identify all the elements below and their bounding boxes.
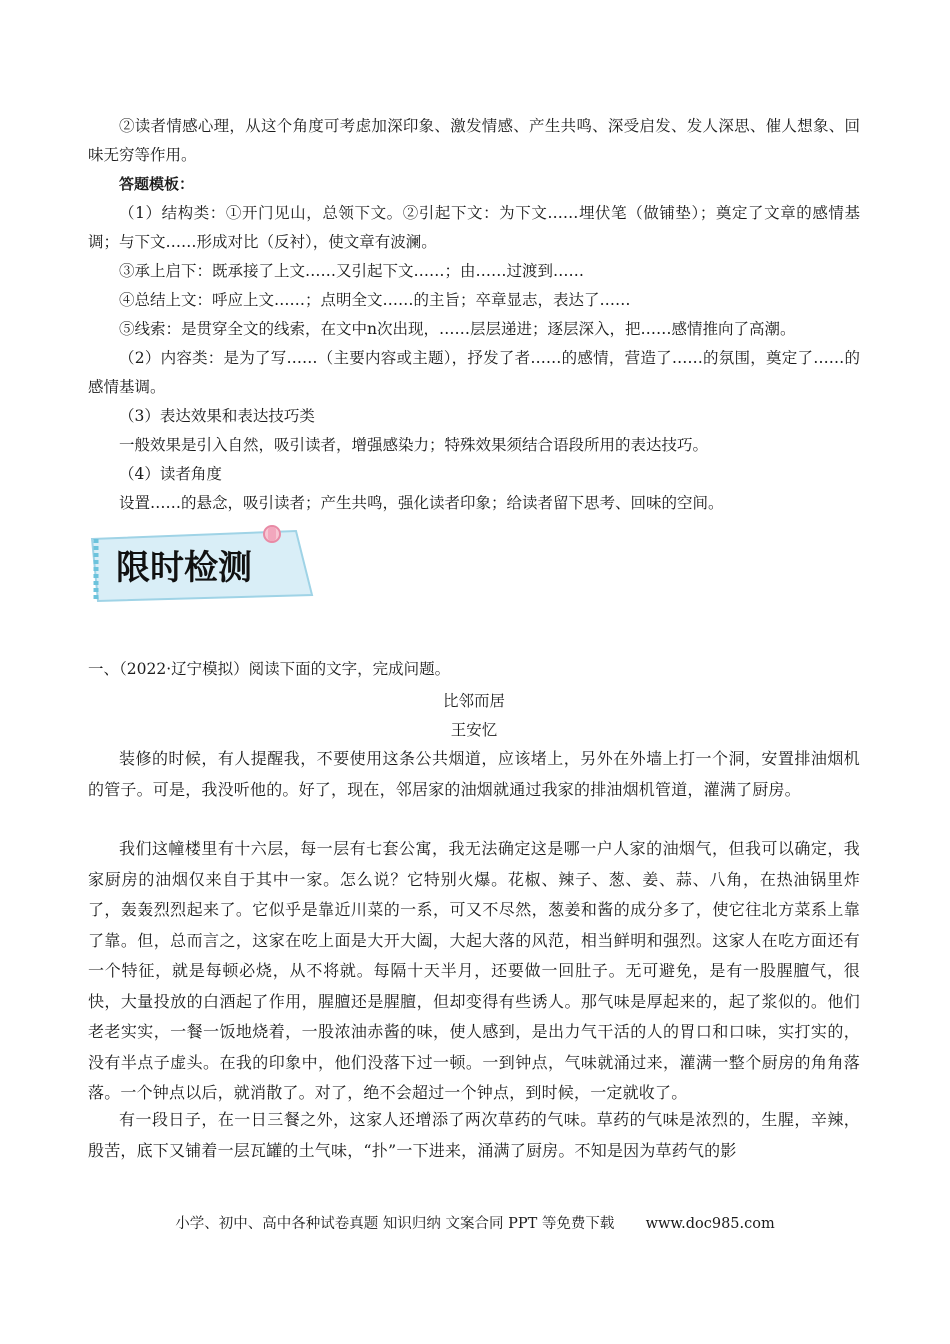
- answer-template-heading: 答题模板：: [119, 175, 195, 193]
- footer-website-link[interactable]: www.doc985.com: [645, 1216, 775, 1232]
- transition-item: ③承上启下：既承接了上文……又引起下文……；由……过渡到……: [119, 262, 585, 280]
- footer-left-text: 小学、初中、高中各种试卷真题 知识归纳 文案合同 PPT 等免费下载: [175, 1216, 615, 1232]
- reader-angle-text: 设置……的悬念，吸引读者；产生共鸣，强化读者印象；给读者留下思考、回味的空间。: [119, 494, 724, 512]
- article-author: 王安忆: [450, 721, 498, 739]
- clue-item: ⑤线索：是贯穿全文的线索，在文中n次出现，……层层递进；逐层深入，把……感情推向了高潮。: [119, 320, 796, 338]
- reader-angle-heading: （4）读者角度: [119, 465, 222, 483]
- banner-graphic: [86, 525, 318, 605]
- banner-title: 限时检测: [116, 548, 252, 588]
- banner-clip-body-icon: [268, 527, 276, 541]
- summary-item: ④总结上文：呼应上文……；点明全文……的主旨；卒章显志，表达了……: [119, 291, 631, 309]
- article-paragraph-1: 装修的时候，有人提醒我，不要使用这条公共烟道，应该堵上，另外在外墙上打一个洞，安置排油烟机的管子。可是，我没听他的。好了，现在，邻居家的油烟就通过我家的排油烟机管道，灌满了厨房。: [88, 749, 860, 799]
- article-paragraph-3: 有一段日子，在一日三餐之外，这家人还增添了两次草药的气味。草药的气味是浓烈的，生腥，辛辣，殷苦，底下又铺着一层瓦罐的土气味，“扑”一下进来，涌满了厨房。不知是因为草药气的影: [88, 1110, 860, 1160]
- content-item: （2）内容类：是为了写……（主要内容或主题），抒发了者……的感情，营造了……的氛围，奠定了……的感情基调。: [88, 349, 860, 396]
- question-intro: 一、（2022·辽宁模拟）阅读下面的文字，完成问题。: [88, 660, 451, 678]
- structure-item: （1）结构类：①开门见山，总领下文。②引起下文：为下文……埋伏笔（做铺垫）；奠定了文章的感情基调；与下文……形成对比（反衬），使文章有波澜。: [88, 204, 860, 251]
- article-paragraph-2: 我们这幢楼里有十六层，每一层有七套公寓，我无法确定这是哪一户人家的油烟气，但我可以确定，我家厨房的油烟仅来自于其中一家。怎么说？它特别火爆。花椒、辣子、葱、姜、蒜、八角，在热油锅里炸了，轰轰烈烈起来了。它似乎是靠近川菜的一系，可又不尽然，葱姜和酱的成分多了，使它往北方菜系上靠了靠。但，总而言之，这家在吃上面是大开大阖，大起大落的风范，相当鲜明和强烈。这家人在吃方面还有一个特征，就是每顿必烧，从不将就。每隔十天半月，还要做一回肚子。无可避免，是有一股腥膻气，很快，大量投放的白酒起了作用，腥膻还是腥膻，但却变得有些诱人。那气味是厚起来的，起了浆似的。他们老老实实，一餐一饭地烧着，一股浓油赤酱的味，使人感到，是出力气干活的人的胃口和口味，实打实的，没有半点子虚头。在我的印象中，他们没落下过一顿。一到钟点，气味就涌过来，灌满一整个厨房的角角落落。一个钟点以后，就消散了。对了，绝不会超过一个钟点，到时候，一定就收了。: [88, 839, 860, 1102]
- reader-emotion-paragraph: ②读者情感心理，从这个角度可考虑加深印象、激发情感、产生共鸣、深受启发、发人深思、催人想象、回味无穷等作用。: [88, 117, 860, 164]
- expression-item-text: 一般效果是引入自然，吸引读者，增强感染力；特殊效果须结合语段所用的表达技巧。: [119, 436, 709, 454]
- section-banner: [86, 525, 318, 605]
- article-title: 比邻而居: [442, 692, 505, 710]
- expression-item-heading: （3）表达效果和表达技巧类: [119, 407, 315, 425]
- page-footer: [0, 1212, 950, 1233]
